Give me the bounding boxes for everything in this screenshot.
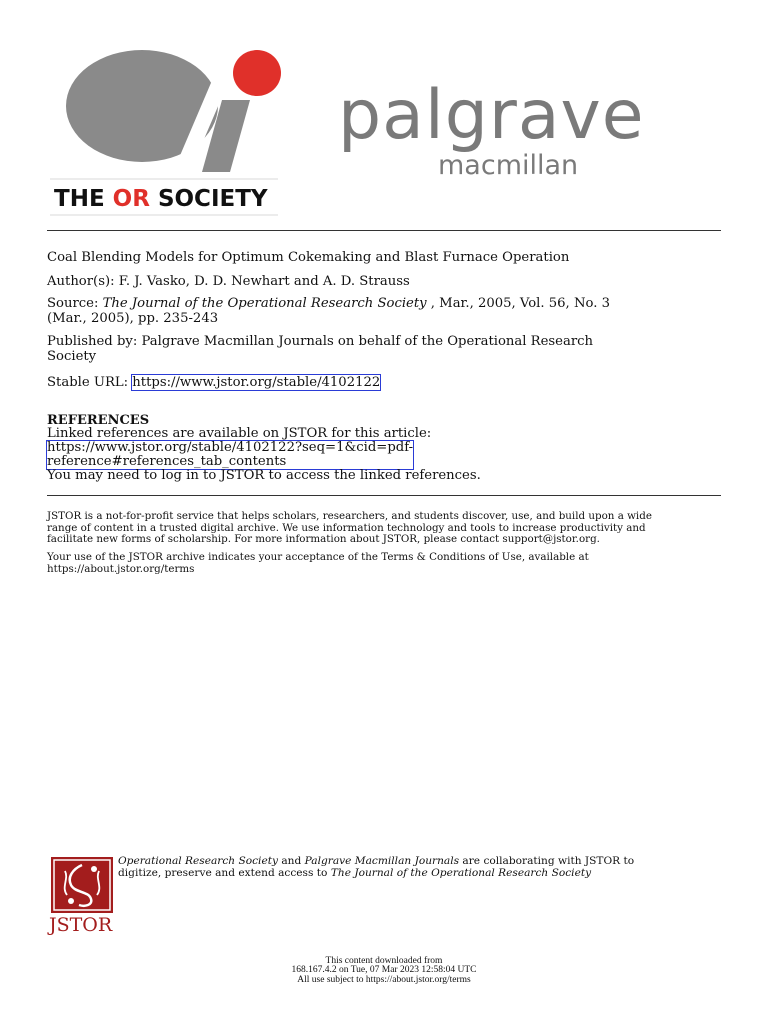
- references-block: [47, 427, 727, 483]
- stable-url-line: Stable URL: https://www.jstor.org/stable/4102122: [47, 375, 381, 390]
- jstor-seal-icon: [51, 857, 113, 913]
- article-publisher: Published by: Palgrave Macmillan Journals on behalf of the Operational Research Society: [47, 334, 594, 364]
- references-login-note: You may need to log in to JSTOR to access the linked references.: [47, 468, 481, 483]
- palgrave-wordmark: palgrave: [338, 76, 645, 155]
- terms-link[interactable]: https://about.jstor.org/terms: [47, 562, 195, 575]
- references-intro: Linked references are available on JSTOR for this article:: [47, 426, 432, 441]
- middle-divider: [47, 495, 721, 496]
- top-divider: [47, 230, 721, 231]
- article-title: Coal Blending Models for Optimum Cokemaking and Blast Furnace Operation: [47, 250, 570, 265]
- terms-paragraph: Your use of the JSTOR archive indicates your acceptance of the Terms & Conditions of Use, available at https://about.jstor.org/terms: [47, 551, 589, 575]
- collaboration-statement: Operational Research Society and Palgrave Macmillan Journals are collaborating with JSTOR to digitize, preserve and extend access to The Journal of the Operational Research Society: [118, 855, 635, 879]
- article-source: Source: The Journal of the Operational Research Society , Mar., 2005, Vol. 56, No. 3 (Mar., 2005), pp. 235-243: [47, 296, 610, 326]
- jstor-about-paragraph: JSTOR is a not-for-profit service that helps scholars, researchers, and students discover, use, and build upon a wide range of content in a trusted digital archive. We use information technology and tools to increase productivity and facilitate new forms of scholarship. For more information about JSTOR, please contact support@jstor.org.: [47, 510, 652, 545]
- stable-url-link[interactable]: https://www.jstor.org/stable/4102122: [132, 375, 381, 390]
- or-society-wordmark: THE OR SOCIETY: [54, 186, 268, 212]
- logo-red-dot: [233, 50, 281, 96]
- references-heading: REFERENCES: [47, 413, 150, 428]
- references-link[interactable]: https://www.jstor.org/stable/4102122?seq=1&cid=pdf- reference#references_tab_contents: [47, 440, 414, 469]
- download-notice-line2: 168.167.4.2 on Tue, 07 Mar 2023 12:58:04 UTC: [291, 965, 477, 975]
- article-authors: Author(s): F. J. Vasko, D. D. Newhart and A. D. Strauss: [47, 274, 410, 289]
- macmillan-wordmark: macmillan: [438, 150, 579, 181]
- download-notice-line1: This content downloaded from: [325, 956, 443, 966]
- jstor-wordmark: JSTOR: [49, 914, 113, 936]
- download-notice-line3: All use subject to https://about.jstor.org/terms: [297, 975, 471, 985]
- source-journal: The Journal of the Operational Research Society: [102, 296, 427, 311]
- or-society-mark-icon: [50, 44, 340, 179]
- publisher-logo: [50, 44, 645, 219]
